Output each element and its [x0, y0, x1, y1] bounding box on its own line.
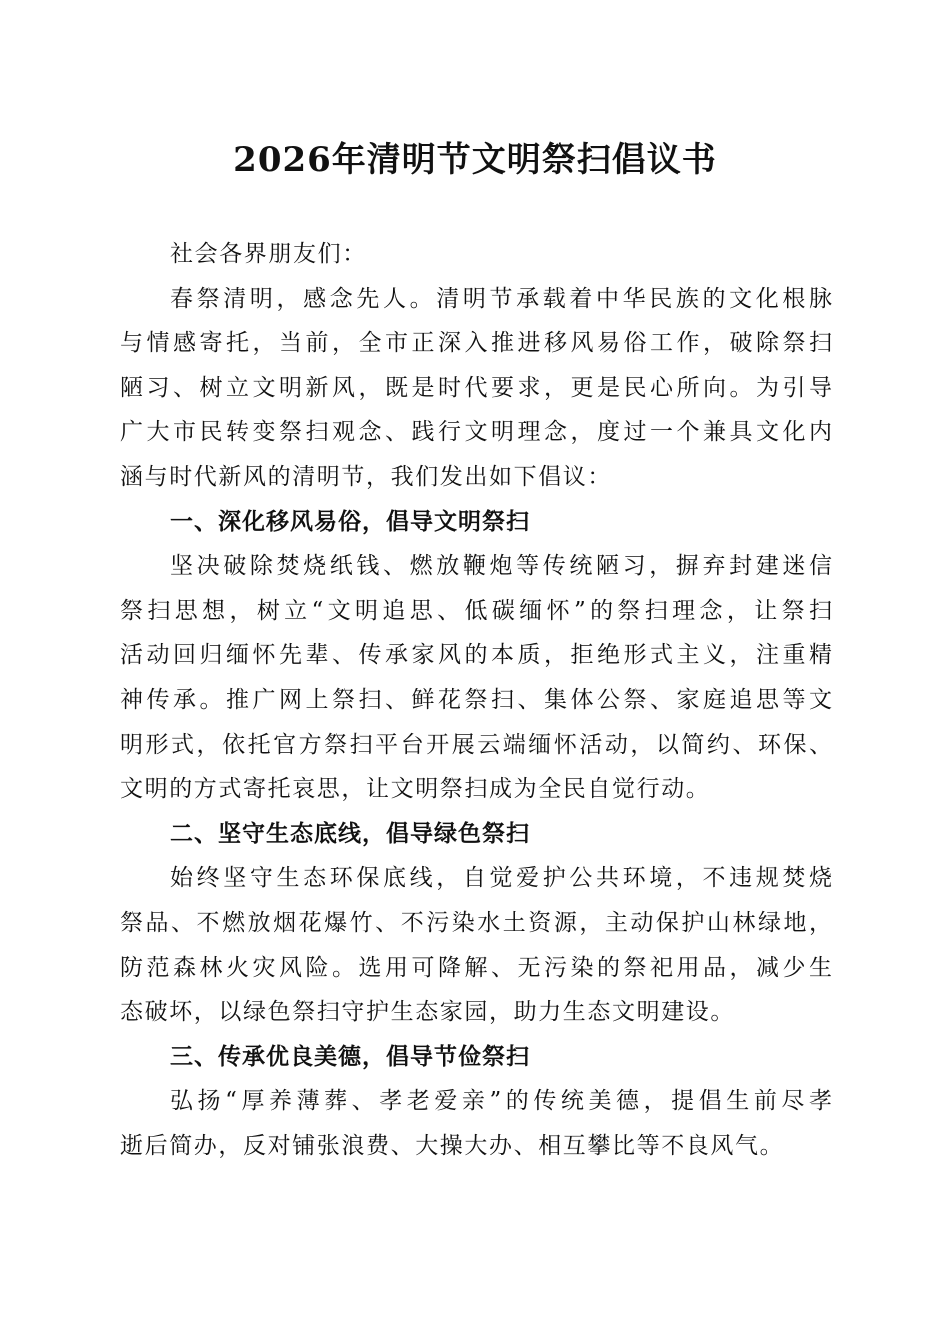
intro-line: 春祭清明，感念先人。清明节承载着中华民族的文化根脉	[170, 285, 832, 312]
section-3-line: 逝后简办，反对铺张浪费、大操大办、相互攀比等不良风气。	[120, 1132, 785, 1159]
section-2-line: 防范森林火灾风险。选用可降解、无污染的祭祀用品，减少生	[120, 954, 832, 981]
salutation: 社会各界朋友们：	[170, 241, 367, 267]
intro-line: 与情感寄托，当前，全市正深入推进移风易俗工作，破除祭扫	[120, 330, 832, 357]
document-title: 2026年清明节文明祭扫倡议书	[233, 140, 717, 180]
section-2-line: 态破坏，以绿色祭扫守护生态家园，助力生态文明建设。	[120, 999, 735, 1026]
section-1-line: 活动回归缅怀先辈、传承家风的本质，拒绝形式主义，注重精	[120, 642, 832, 669]
intro-line: 陋习、树立文明新风，既是时代要求，更是民心所向。为引导	[120, 374, 832, 401]
section-1-line: 文明的方式寄托哀思，让文明祭扫成为全民自觉行动。	[120, 776, 711, 803]
intro-line: 涵与时代新风的清明节，我们发出如下倡议：	[120, 463, 612, 490]
intro-line: 广大市民转变祭扫观念、践行文明理念，度过一个兼具文化内	[120, 419, 832, 446]
section-1-line: 祭扫思想，树立“文明追思、低碳缅怀”的祭扫理念，让祭扫	[120, 597, 832, 624]
section-1-line: 坚决破除焚烧纸钱、燃放鞭炮等传统陋习，摒弃封建迷信	[170, 553, 832, 580]
section-1-line: 神传承。推广网上祭扫、鲜花祭扫、集体公祭、家庭追思等文	[120, 686, 832, 713]
section-1-line: 明形式，依托官方祭扫平台开展云端缅怀活动，以简约、环保、	[120, 731, 832, 758]
section-heading-2: 二、坚守生态底线，倡导绿色祭扫	[170, 820, 530, 847]
section-3-line: 弘扬“厚养薄葬、孝老爱亲”的传统美德，提倡生前尽孝	[170, 1088, 832, 1115]
section-2-line: 祭品、不燃放烟花爆竹、不污染水土资源，主动保护山林绿地，	[120, 909, 832, 936]
document-body	[120, 232, 832, 1168]
section-heading-1: 一、深化移风易俗，倡导文明祭扫	[170, 508, 530, 535]
section-heading-3: 三、传承优良美德，倡导节俭祭扫	[170, 1043, 530, 1070]
section-2-line: 始终坚守生态环保底线，自觉爱护公共环境，不违规焚烧	[170, 865, 832, 892]
